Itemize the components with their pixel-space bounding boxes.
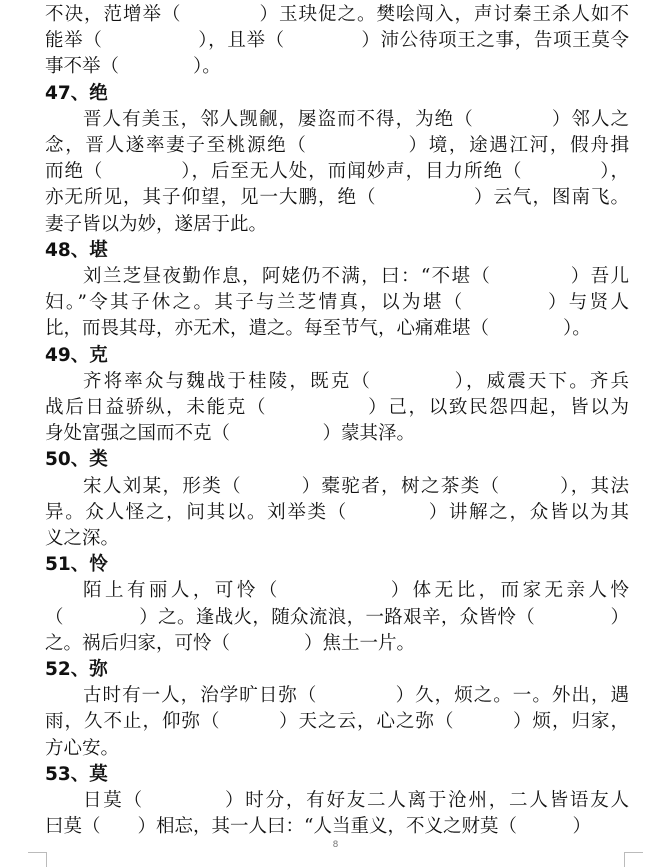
paragraph [45, 2, 629, 81]
text-line: 能举（ ），且举（ ）沛公待项王之事，告项王莫令 [45, 30, 629, 52]
text-line: 妻子皆以为妙，遂居于此。 [45, 213, 268, 235]
text-line: 义之深。 [45, 528, 120, 550]
crop-mark-bottom-right [624, 852, 643, 867]
section-heading: 49、克 [45, 344, 108, 366]
section-heading: 53、莫 [45, 763, 108, 785]
text-line: 异。众人怪之，问其以。刘举类（ ）讲解之，众皆以为其 [45, 501, 629, 523]
paragraph [45, 474, 629, 553]
text-line: 比，而畏其母，亦无术，遣之。每至节气，心痛难堪（ ）。 [45, 318, 591, 340]
text-line: 方心安。 [45, 737, 120, 759]
paragraph [45, 683, 629, 762]
text-line: 亦无所见，其子仰望，见一大鹏，绝（ ）云气，图南飞。 [45, 187, 629, 209]
text-line: 刘兰芝昼夜勤作息，阿姥仍不满，曰：“不堪（ ）吾儿 [83, 266, 629, 288]
text-line: 妇。”令其子休之。其子与兰芝情真，以为堪（ ）与贤人 [45, 292, 629, 314]
paragraph [45, 369, 629, 448]
text-line: 宋人刘某，形类（ ）橐驼者，树之茶类（ ），其法 [83, 475, 629, 497]
text-line: 晋人有美玉，邻人觊觎，屡盗而不得，为绝（ ）邻人之 [83, 108, 629, 130]
text-line: 事不举（ ）。 [45, 56, 221, 78]
page-number: 8 [332, 840, 339, 850]
crop-mark-bottom-left [28, 852, 47, 867]
text-line: 念，晋人遂率妻子至桃源绝（ ）境，途遇江河，假舟揖 [45, 135, 629, 157]
text-line: 身处富强之国而不克（ ）蒙其泽。 [45, 423, 416, 445]
text-line: 战后日益骄纵，未能克（ ）己，以致民怨四起，皆以为 [45, 397, 629, 419]
paragraph [45, 107, 629, 238]
section-heading: 48、堪 [45, 239, 108, 261]
section-heading: 52、弥 [45, 659, 108, 681]
paragraph [45, 788, 629, 840]
text-line: 不决，范增举（ ）玉玦促之。樊哙闯入，声讨秦王杀人如不 [45, 4, 629, 25]
text-line: 古时有一人，治学旷日弥（ ）久，烦之。一。外出，遇 [83, 685, 629, 707]
text-line: 而绝（ ），后至无人处，而闻妙声，目力所绝（ ）， [45, 161, 629, 183]
text-line: 曰莫（ ）相忘，其一人曰：“人当重义，不义之财莫（ ） [45, 816, 591, 838]
paragraph [45, 578, 629, 657]
section-heading: 47、绝 [45, 82, 108, 104]
text-line: 雨，久不止，仰弥（ ）天之云，心之弥（ ）烦，归家， [45, 711, 629, 733]
text-line: 齐将率众与魏战于桂陵，既克（ ），威震天下。齐兵 [83, 370, 629, 392]
section-heading: 50、类 [45, 449, 108, 471]
section-heading: 51、怜 [45, 554, 108, 576]
paragraph [45, 264, 629, 343]
text-line: （ ）之。逢战火，随众流浪，一路艰辛，众皆怜（ ） [45, 606, 629, 628]
text-line: 陌上有丽人，可怜（ ）体无比，而家无亲人怜 [83, 580, 629, 602]
text-line: 日莫（ ）时分，有好友二人离于沧州，二人皆语友人 [83, 790, 629, 812]
document-body [45, 2, 629, 841]
text-line: 之。祸后归家，可怜（ ）焦土一片。 [45, 632, 416, 654]
